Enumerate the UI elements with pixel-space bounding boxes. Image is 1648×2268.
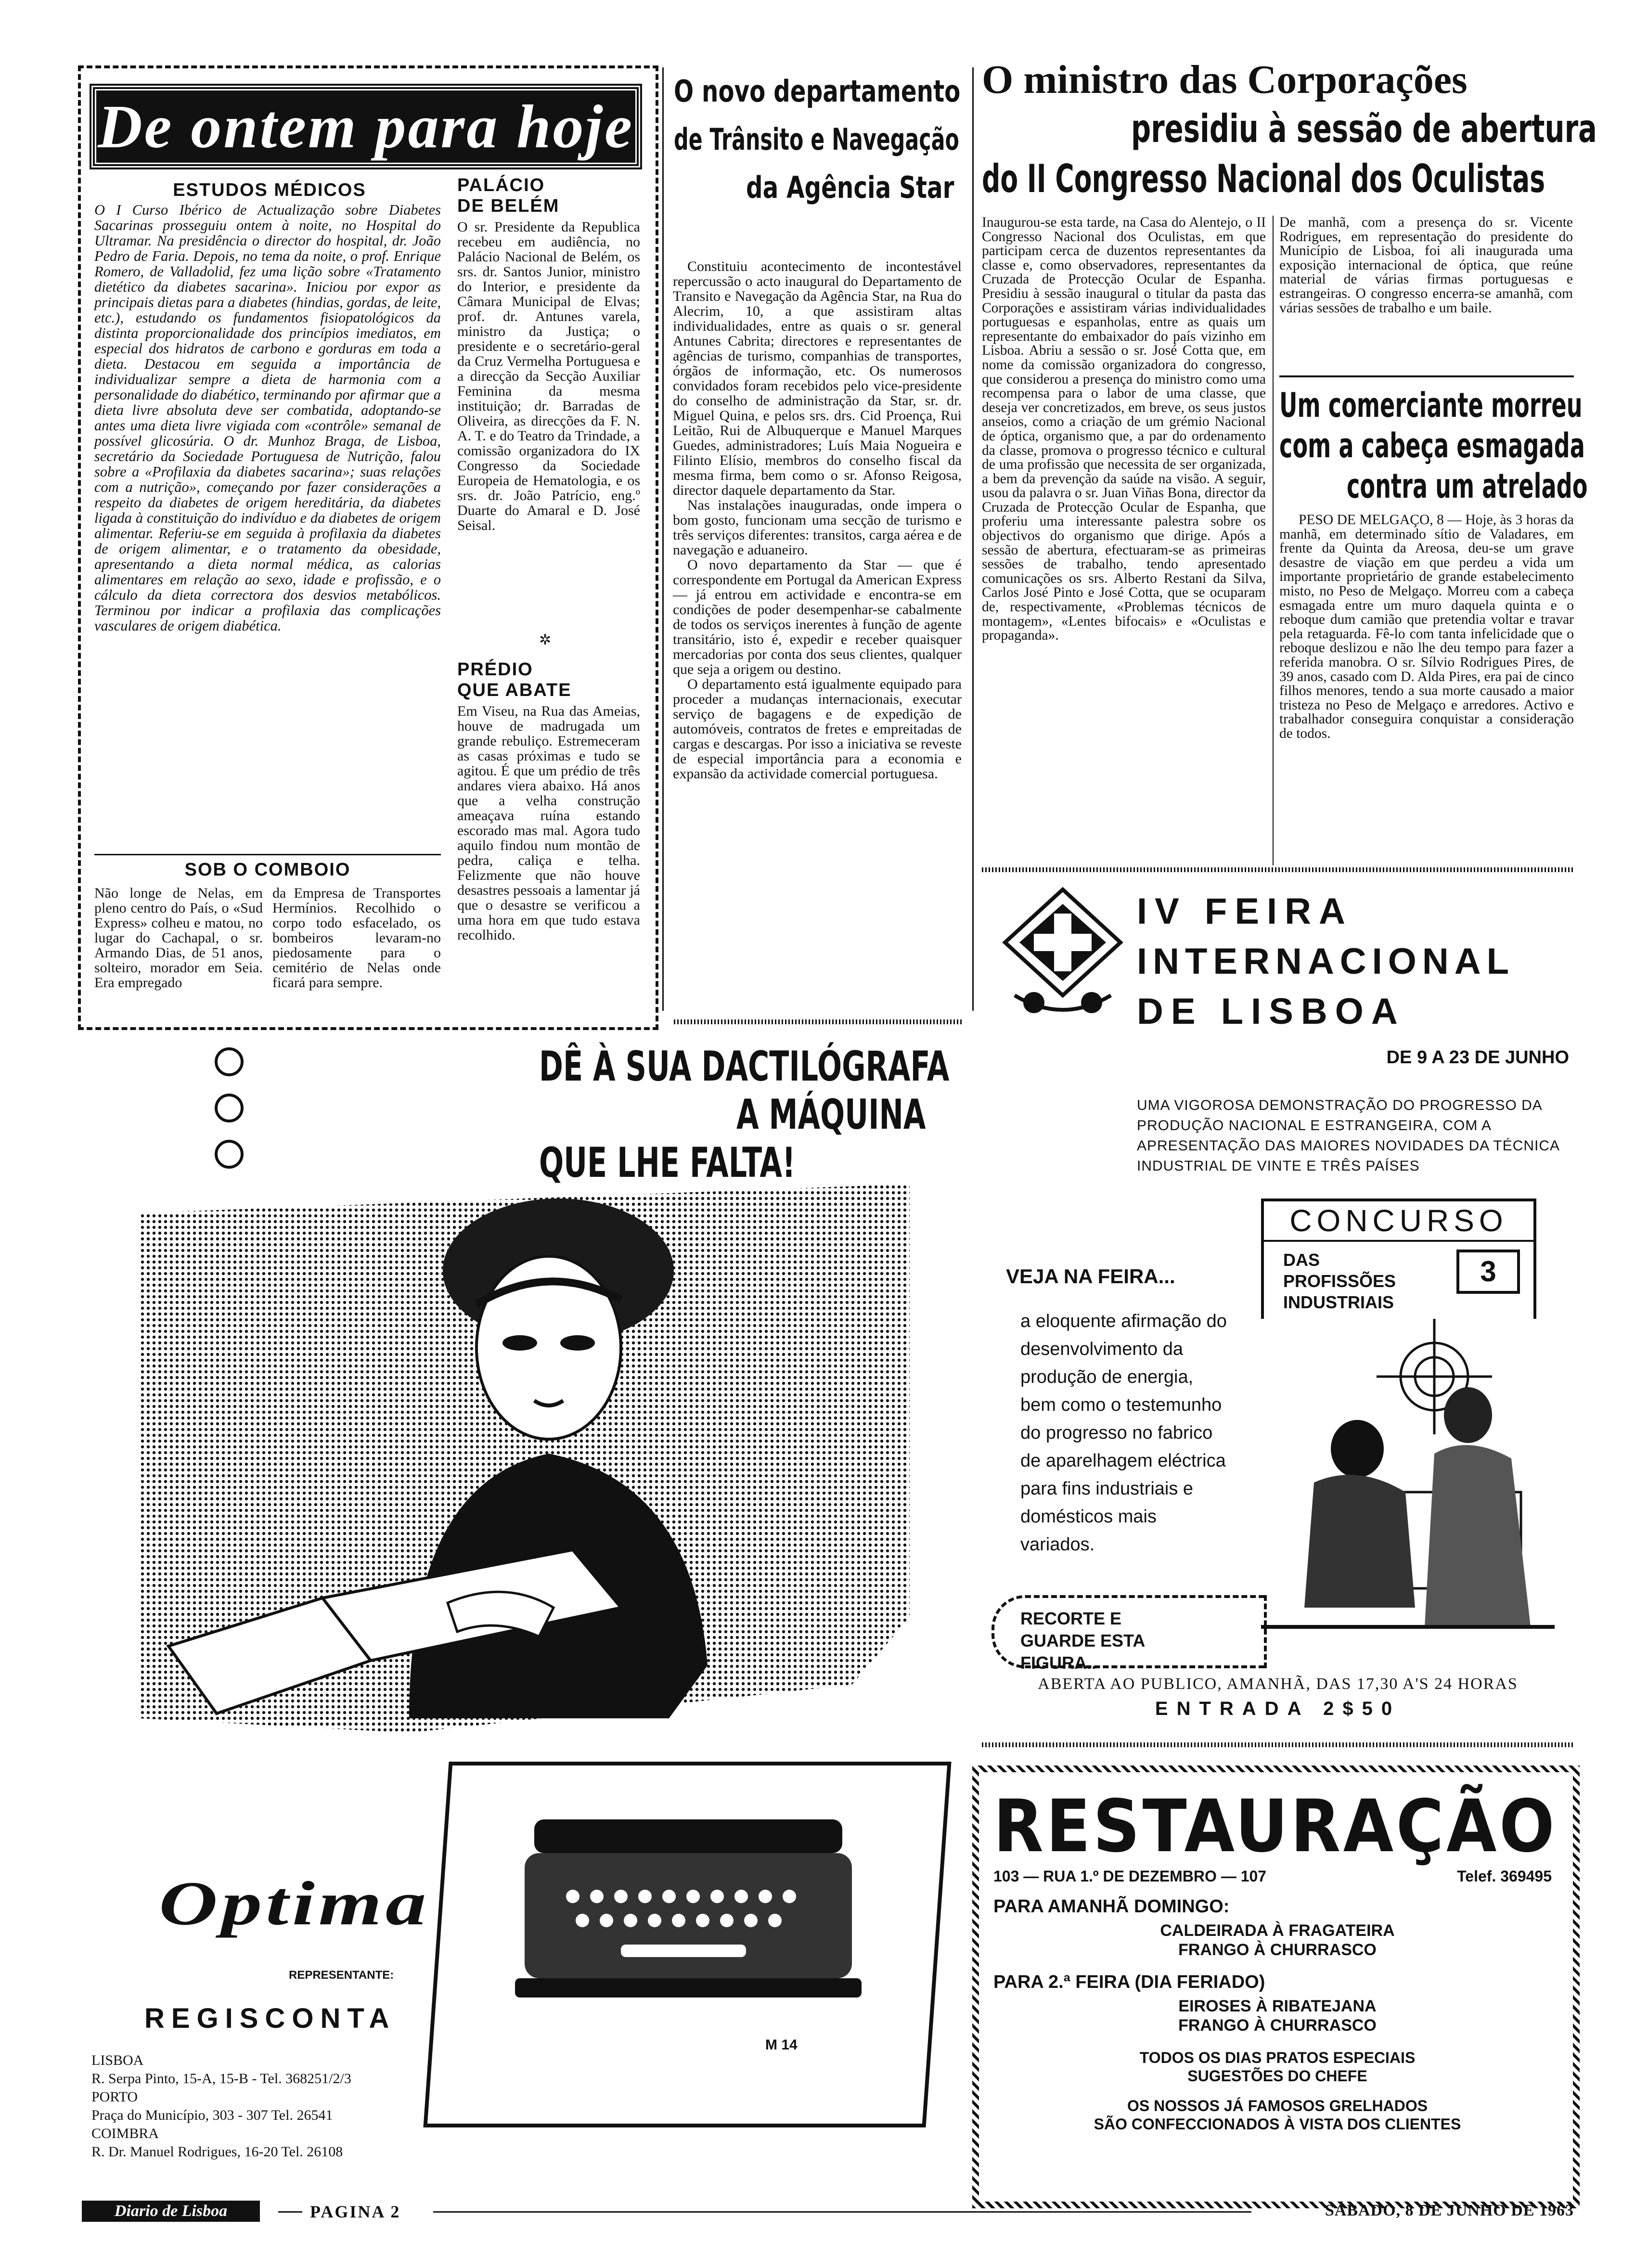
middle-title-line-2: de Trânsito e Navegação [674, 122, 959, 157]
address-line: R. Dr. Manuel Rodrigues, 16-20 Tel. 26108 [91, 2144, 343, 2160]
comboio-title: SOB O COMBOIO [184, 860, 351, 880]
oculistas-title [982, 56, 1597, 204]
thought-bubble-1 [215, 1047, 244, 1076]
comerciante-title-line-2: com a cabeça esmagada [1279, 426, 1585, 465]
oculistas-title-line-3: do II Congresso Nacional dos Oculistas [982, 156, 1545, 201]
comerciante-title-line-3: contra um atrelado [1347, 466, 1588, 506]
feira-bottom-rule [982, 1742, 1574, 1747]
estudos-title: ESTUDOS MÉDICOS [173, 180, 366, 200]
oculistas-title-line-1: O ministro das Corporações [982, 57, 1468, 102]
concurso-box [1261, 1198, 1536, 1325]
predio-title-1: PRÉDIO [457, 659, 533, 680]
workers-illustration [1261, 1319, 1555, 1637]
footer-page: PAGINA 2 [310, 2202, 401, 2221]
optima-brand: Optima [159, 1869, 430, 1938]
optima-headline-line-1: DÊ À SUA DACTILÓGRAFA [539, 1043, 950, 1091]
oculistas-bottom-rule [982, 867, 1574, 872]
palacio-title-2: DE BELÉM [457, 196, 560, 216]
banner-title: De ontem para hoje [98, 92, 634, 161]
address-line: Praça do Município, 303 - 307 Tel. 26541 [91, 2107, 333, 2123]
feira-title-line-3: DE LISBOA [1137, 991, 1405, 1032]
oculistas-title-line-2: presidiu à sessão de abertura [1131, 106, 1597, 151]
middle-paragraph: Constituiu acontecimento de incontestável repercussão o acto inaugural do Departamento de Transito e Navegação da Agência Star, na Rua do Alecrim, 10, a que assistiram altas individualidades, entre as quais o sr. general Antunes Cabrita; directores e representantes de agências de turismo, companhias de transportes, órgãos de informação, etc. Os numerosos convidados foram recebidos pelo vice-presidente do conselho de administração da Star, sr. dr. Miguel Quina, e pelos srs. drs. Cid Proença, Rui Leitão, Rui de Albuquerque e Manuel Marques Guedes, administradores; Luís Maia Nogueira e Filinto Elísio, membros do conselho fiscal da mesma firma, bem como o sr. Afonso Reigosa, director daquele departamento da Star. [673, 258, 962, 498]
feira-aberta: ABERTA AO PUBLICO, AMANHÃ, DAS 17,30 A'S 24 HORAS [1038, 1675, 1518, 1693]
feira-subtitle: UMA VIGOROSA DEMONSTRAÇÃO DO PROGRESSO DA PRODUÇÃO NACIONAL E ESTRANGEIRA, COM A APRESENTAÇÃO DAS MAIORES NOVIDADES DA TÉCNICA INDUSTRIAL DE VINTE E TRÊS PAÍSES [1137, 1097, 1559, 1174]
optima-headline-line-3: QUE LHE FALTA! [539, 1139, 796, 1187]
footer-masthead-text: Diario de Lisboa [114, 2202, 228, 2220]
restauracao-grelhados: OS NOSSOS JÁ FAMOSOS GRELHADOS [1127, 2097, 1428, 2114]
veja-body: a eloquente afirmação do desenvolvimento da produção de energia, bem como o testemunho do progresso no fabrico de aparelhagem eléctrica para fins industriais e domésticos mais variados. [1020, 1311, 1227, 1555]
middle-paragraph: O departamento está igualmente equipado para proceder a mudanças internacionais, executar serviço de bagagens e de expedição de automóveis, contratos de fretes e empreitadas de cargas e descargas. Por isso a iniciativa se reveste de especial importância para a economia e expansão da actividade comercial portuguesa. [673, 676, 962, 782]
address-city: PORTO [91, 2089, 138, 2105]
palacio-body: O sr. Presidente da Republica recebeu em audiência, no Palácio Nacional de Belém, os srs. dr. Santos Junior, ministro do Interior, e presidente da Câmara Municipal de Elvas; prof. dr. Antunes varela, ministro da Justiça; o presidente e o secretário-geral da Cruz Vermelha Portuguesa e a direcção da Secção Auxiliar Feminina da mesma instituição; dr. Barradas de Oliveira, as direcções da F. N. A. T. e do Teatro da Trindade, a comissão organizadora do IX Congresso da Sociedade Europeia de Hematologia, e os srs. dr. João Patrício, eng.º Duarte do Amaral e D. José Seisal. [457, 219, 640, 533]
optima-headline-line-2: A MÁQUINA [736, 1091, 926, 1139]
middle-title-line-3: da Agência Star [746, 170, 954, 205]
palacio-title-1: PALÁCIO [457, 175, 545, 195]
typewriter-illustration [496, 1800, 881, 2050]
feira-title [1137, 887, 1570, 1037]
middle-paragraph: Nas instalações inauguradas, onde impera o bom gosto, funcionam uma secção de turismo e três serviços diferentes: transitos, carga aérea e de navegação e aduaneiro. [673, 497, 962, 558]
oculistas-col2: De manhã, com a presença do sr. Vicente Rodrigues, em representação do presidente do Município de Lisboa, foi ali inaugurada uma exposição internacional de óptica, que reúne material de várias firmas portuguesas e estrangeiras. O congresso encerra-se amanhã, com várias sessões de trabalho e um baile. [1279, 215, 1573, 316]
middle-title [674, 67, 967, 212]
optima-top-rule [674, 1019, 963, 1024]
restauracao-todos: TODOS OS DIAS PRATOS ESPECIAIS [1139, 2049, 1416, 2066]
restauracao-segunda-item: FRANGO À CHURRASCO [1178, 2016, 1377, 2035]
footer-rule-middle [433, 2211, 1251, 2213]
restauracao-content [993, 1786, 1561, 2133]
restauracao-grelhados: SÃO CONFECCIONADOS À VISTA DOS CLIENTES [1094, 2115, 1461, 2133]
oculistas-col1: Inaugurou-se esta tarde, na Casa do Alentejo, o II Congresso Nacional dos Oculistas, em que participam cerca de duzentos representantes da classe e, como observadores, representantes da Cruzada de Protecção Ocular de Espanha. Presidiu à sessão inaugural o titular da pasta das Corporações e assistiram várias individualidades portuguesas e espanholas, entre as quais um representante do embaixador do país vizinho em Lisboa. Abriu a sessão o sr. José Cotta que, em nome da comissão organizadora do congresso, que considerou a presença do ministro como uma recompensa para o labor de uma classe, que deseja ver concretizados, em breve, os seus justos anseios, como a criação de um grémio Nacional de óptica, organismo que, a par do ordenamento da classe, promova o progresso técnico e cultural de uma profissão que necessita de ser organizada, a bem da prevenção da saúde na visão. A seguir, usou da palavra o sr. Juan Viñas Bona, director da Cruzada de Protecção Ocular de Espanha, que proferiu uma interessante palestra sobre os objectivos do organismo que dirige. Após a sessão de abertura, efectuaram-se as primeiras sessões de trabalho, tendo apresentado comunicações os srs. Alberto Restani da Silva, Carlos José Pinto e José Cotta, que se ocuparam de, respectivamente, «Problemas técnicos de montagem», «Lentes bifocais» e «Oculistas e propaganda». [982, 215, 1266, 644]
veja-title: VEJA NA FEIRA... [1006, 1265, 1175, 1288]
restauracao-address-line [993, 1868, 1561, 1892]
address-city: LISBOA [91, 2052, 144, 2068]
feira-entrada: ENTRADA 2$50 [1155, 1698, 1401, 1719]
footer-date: SÁBADO, 8 DE JUNHO DE 1963 [1325, 2202, 1574, 2219]
typewriter-model: M 14 [765, 2037, 798, 2053]
comerciante-body: PESO DE MELGAÇO, 8 — Hoje, às 3 horas da manhã, em determinado sítio de Valadares, em frente da Quinta da Areosa, deu-se um grave desastre de viação em que perdeu a vida um importante proprietário de grande estabelecimento misto, no Peso de Melgaço. Morreu com a cabeça esmagada entre um muro daquela quinta e o reboque dum camião que pretendia voltar e travar pela retaguarda. Fê-lo com tanta infelicidade que o reboque deslizou e não lhe deu tempo para fazer a referida manobra. O sr. Sílvio Rodrigues Pires, de 39 anos, casado com D. Alda Pires, era pai de cinco filhos menores, tendo a sua morte causado a maior tristeza no Peso de Melgaço e arredores. Activo e trabalhador conseguira conquistar a consideração de todos. [1279, 512, 1574, 741]
optima-rep-label: REPRESENTANTE: [289, 1969, 394, 1982]
comboio-col2: da Empresa de Transportes Hermínios. Recolhido o corpo todo esfacelado, os bombeiros levaram-no piedosamente para o cemitério de Nelas onde ficará para sempre. [272, 885, 441, 991]
restauracao-segunda-item: EIROSES À RIBATEJANA [1178, 1997, 1377, 2015]
comboio-col1: Não longe de Nelas, em pleno centro do País, o «Sud Express» colheu e matou, no lugar do Cachapal, o sr. Armando Dias, de 51 anos, solteiro, morador em Seia. Era empregado [94, 885, 263, 991]
comerciante-title [1279, 385, 1588, 506]
feira-title-line-2: INTERNACIONAL [1137, 941, 1515, 982]
footer-rule-left [278, 2211, 302, 2213]
footer-masthead [82, 2201, 260, 2222]
optima-rep-name: REGISCONTA [144, 2003, 396, 2034]
separator-star: ✲ [539, 632, 552, 648]
thought-bubble-2 [215, 1094, 244, 1122]
predio-block [457, 659, 640, 942]
optima-headline [539, 1043, 972, 1187]
thought-bubble-3 [215, 1140, 244, 1169]
restauracao-address: 103 — RUA 1.º DE DEZEMBRO — 107 [993, 1868, 1267, 1885]
comerciante-title-line-1: Um comerciante morreu [1279, 386, 1583, 425]
address-city: COIMBRA [91, 2126, 159, 2141]
recorte-text: RECORTE E GUARDE ESTA FIGURA.. [1020, 1609, 1145, 1673]
middle-rule-right [972, 67, 974, 1011]
middle-paragraph: O novo departamento da Star — que é correspondente em Portugal da American Express — já entrou em actividade e encontra-se em condições de poder desempenhar-se cabalmente de todos os serviços inerentes à função de agente transitário, isto é, expedir e receber quaisquer mercadorias por conta dos seus clientes, qualquer que seja a origem ou destino. [673, 557, 962, 677]
predio-title-2: QUE ABATE [457, 680, 572, 700]
restauracao-amanha-item: FRANGO À CHURRASCO [1178, 1941, 1377, 1959]
comerciante-rule [1279, 375, 1574, 377]
restauracao-amanha-item: CALDEIRADA À FRAGATEIRA [1160, 1921, 1395, 1940]
oculistas-col-rule [1273, 216, 1274, 865]
typist-illustration [140, 1184, 910, 1771]
comboio-rule [94, 854, 441, 855]
middle-title-line-1: O novo departamento [674, 74, 961, 109]
feira-dates: DE 9 A 23 DE JUNHO [1386, 1047, 1569, 1068]
middle-rule-left [662, 67, 664, 1011]
restauracao-title: RESTAURAÇÃO [993, 1785, 1558, 1869]
middle-article [673, 259, 962, 781]
address-line: R. Serpa Pinto, 15-A, 15-B - Tel. 368251/2/3 [91, 2071, 351, 2087]
restauracao-amanha: PARA AMANHÃ DOMINGO: [993, 1896, 1230, 1917]
banner [91, 86, 640, 168]
estudos-body: O I Curso Ibérico de Actualização sobre Diabetes Sacarinas prosseguiu ontem à noite, no Hospital do Ultramar. Na presidência o director do hospital, dr. João Pedro de Faria. Depois, no tema da noite, o prof. Enrique Romero, de Valladolid, fez uma lição sobre «Tratamento dietético da diabetes sacarina». Iniciou por expor as principais dietas para a diabetes (hindias, gordas, de leite, etc.), estudando os fundamentos fisiopatológicos da distinta proporcionalidade dos princípios imediatos, em especial dos hidratos de carbono e gorduras em toda a dieta. Destacou em seguida a importância de individualizar sempre a dieta de harmonia com a personalidade do diabético, terminando por afirmar que a dieta livre absoluta deve ser combatida, adoptando-se antes uma dieta livre vigiada com «contrôle» semanal de possível glicosúria. O dr. Munhoz Braga, de Lisboa, secretário da Sociedade Portuguesa de Nutrição, falou sobre a «Profilaxia da diabetes sacarina»; suas relações com a nutrição», começando por fazer considerações a respeito da diabetes de origem hereditária, da diabetes ligada à constituição do indivíduo e da diabetes de origem alimentar. Referiu-se em seguida à profilaxia da diabetes de origem alimentar, e o tratamento da obesidade, apresentando a dieta normal médica, as calorias alimentares em relação ao sexo, idade e profissão, e o cálculo da dieta correctora dos desvios metabólicos. Terminou por indicar a profilaxia das complicações vasculares de origem diabética. [94, 202, 441, 634]
palacio-block [457, 175, 640, 533]
restauracao-todos: SUGESTÕES DO CHEFE [1187, 2067, 1367, 2085]
predio-body: Em Viseu, na Rua das Ameias, houve de madrugada um grande rebuliço. Estremeceram as casas próximas e tudo se agitou. É que um prédio de três andares viera abaixo. Há anos que a velha construção ameaçava ruína estando escorado mas mal. Agora tudo aquilo findou num montão de pedra, caliça e telha. Felizmente que não houve desastres pessoais a lamentar já que o desastre se verificou a uma hora em que tudo estava recolhido. [457, 703, 640, 943]
restauracao-segunda: PARA 2.ª FEIRA (DIA FERIADO) [993, 1972, 1265, 1992]
optima-addresses [91, 2051, 476, 2161]
feira-title-line-1: IV FEIRA [1137, 891, 1353, 932]
feira-emblem [1000, 885, 1125, 1024]
concurso-title: CONCURSO [1264, 1201, 1533, 1242]
concurso-subtitle: DAS PROFISSÕES INDUSTRIAIS [1283, 1250, 1396, 1312]
concurso-number: 3 [1456, 1250, 1520, 1294]
restauracao-phone: Telef. 369495 [1457, 1868, 1552, 1885]
